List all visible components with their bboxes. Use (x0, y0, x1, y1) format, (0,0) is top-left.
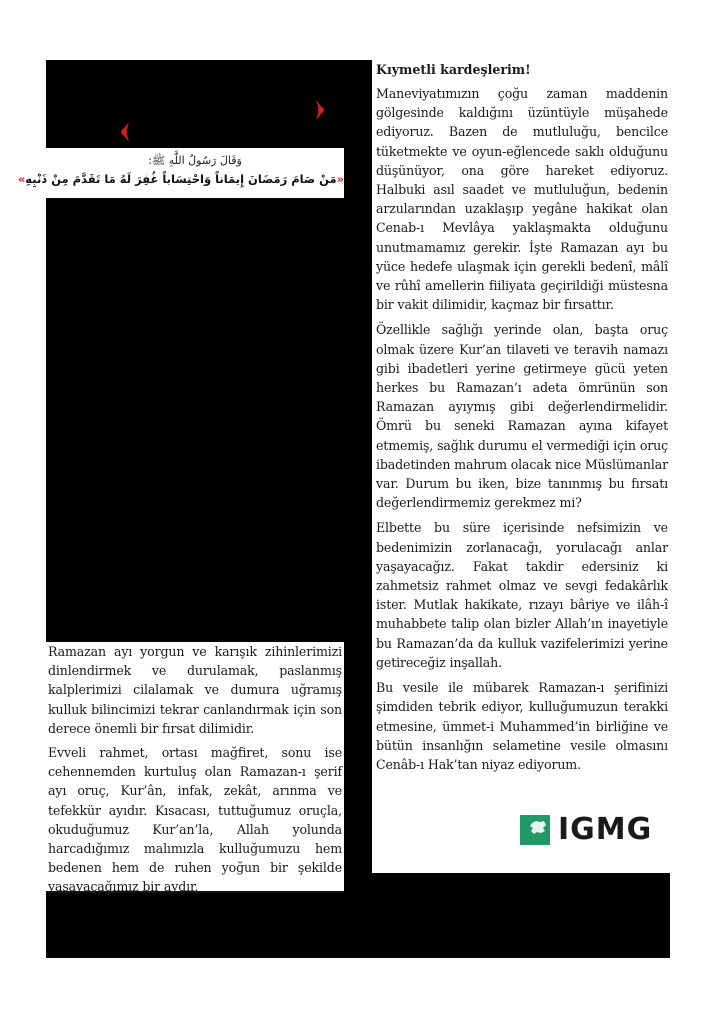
left-paragraph-1: Ramazan ayı yorgun ve karışık zihinlerimizi dinlendirmek ve durulamak, paslanmış kalplerimizi cilalamak ve dumura uğramış kulluk bilincimizi tekrar canlandırmak için son derece önemli bir fırsat dilimidir. (48, 644, 342, 736)
logo-text: IGMG (558, 812, 653, 847)
red-ornament-right-icon (314, 100, 326, 120)
red-ornament-left-icon (119, 122, 131, 142)
hadith-body: مَنْ صَامَ رَمَضَانَ إِيمَاناً وَاحْتِسَاباً غُفِرَ لَهُ مَا تَقَدَّمَ مِنْ ذَنْبِهِ (25, 172, 337, 186)
crescent-europe-map-icon (520, 815, 550, 845)
right-paragraph-3: Elbette bu süre içerisinde nefsimizin ve bedenimizin zorlanacağı, yorulacağı anlar yaşayacağız. Fakat takdir edersiniz ki zahmetsiz rahmet olmaz ve sevgi fedakârlık ister. Mutlak hakikate, rızayı bâriye ve ilâh-î muhabbete talip olan bizler Allah’ın inayetiyle bu Ramazan’da da kulluk vazifelerimizi yerine getireceğiz inşallah. (376, 520, 668, 670)
right-paragraph-1: Maneviyatımızın çoğu zaman maddenin gölgesinde kaldığını üzüntüyle müşahede ediyoruz. Bazen de mutluluğu, bencilce tüketmekte ve oyun-eğlencede saklı olduğunu düşünüyor, ona göre hareket ediyoruz. Halbuki asıl saadet ve mutluluğun, bedenin arzularından uzaklaşıp yegâne hakikat olan Cenab-ı Mevlâya yaklaşmakta olduğunu unutmamamız gerekir. İşte Ramazan ayı bu yüce hedefe ulaşmak için gerekli bedenî, mâlî ve rûhî amellerin fiiliyata geçirildiği müstesna bir vakit dilimidir, kaçmaz bir fırsattır. (376, 86, 668, 313)
greeting-heading: Kıymetli kardeşlerim! (376, 62, 531, 77)
hadith-text (17, 170, 344, 188)
right-paragraph-4: Bu vesile ile mübarek Ramazan-ı şerifinizi şimdiden tebrik ediyor, kulluğumuzun terakki etmesine, ümmet-i Muhammed’in birliğine ve bütün insanlığın selametine vesile olmasını Cenâb-ı Hak’tan niyaz ediyorum. (376, 680, 668, 772)
left-column-text (46, 642, 344, 893)
igmg-logo (520, 814, 666, 846)
right-paragraph-2: Özellikle sağlığı yerinde olan, başta oruç olmak üzere Kur’an tilaveti ve teravih namazı gibi ibadetleri yerine getirmeye gücü yeten herkes bu Ramazan’ı adeta ömrünün son Ramazan ayıymış gibi değerlendirmelidir. Ömrü bu seneki Ramazan ayına kifayet etmemiş, sağlık durumu el vermediği için oruç ibadetinden mahrum olacak nice Müslümanlar var. Durum bu iken, bize tanınmış bu fırsatı değerlendirmemiz gerekmez mi? (376, 322, 668, 511)
hadith-open-quote: « (336, 172, 344, 186)
right-column-text (374, 60, 670, 873)
hadith-intro: وَقَالَ رَسُولُ اللَّهِ ﷺ: (148, 154, 242, 167)
left-paragraph-2: Evveli rahmet, ortası mağfiret, sonu ise cehennemden kurtuluş olan Ramazan-ı şerif ayı oruç, Kur’ân, infak, zekât, arınma ve tefekkür ayıdır. Kısacası, tuttuğumuz oruçla, okuduğumuz Kur’an’la, Allah yolunda harcadığımız malımızla kulluğumuzu hem bedenen hem de ruhen yoğun bir şekilde yaşayacağımız bir aydır. (48, 745, 342, 895)
hadith-box (17, 148, 344, 198)
redacted-right-footer-area (372, 873, 670, 958)
hadith-close-quote: » (17, 172, 26, 186)
